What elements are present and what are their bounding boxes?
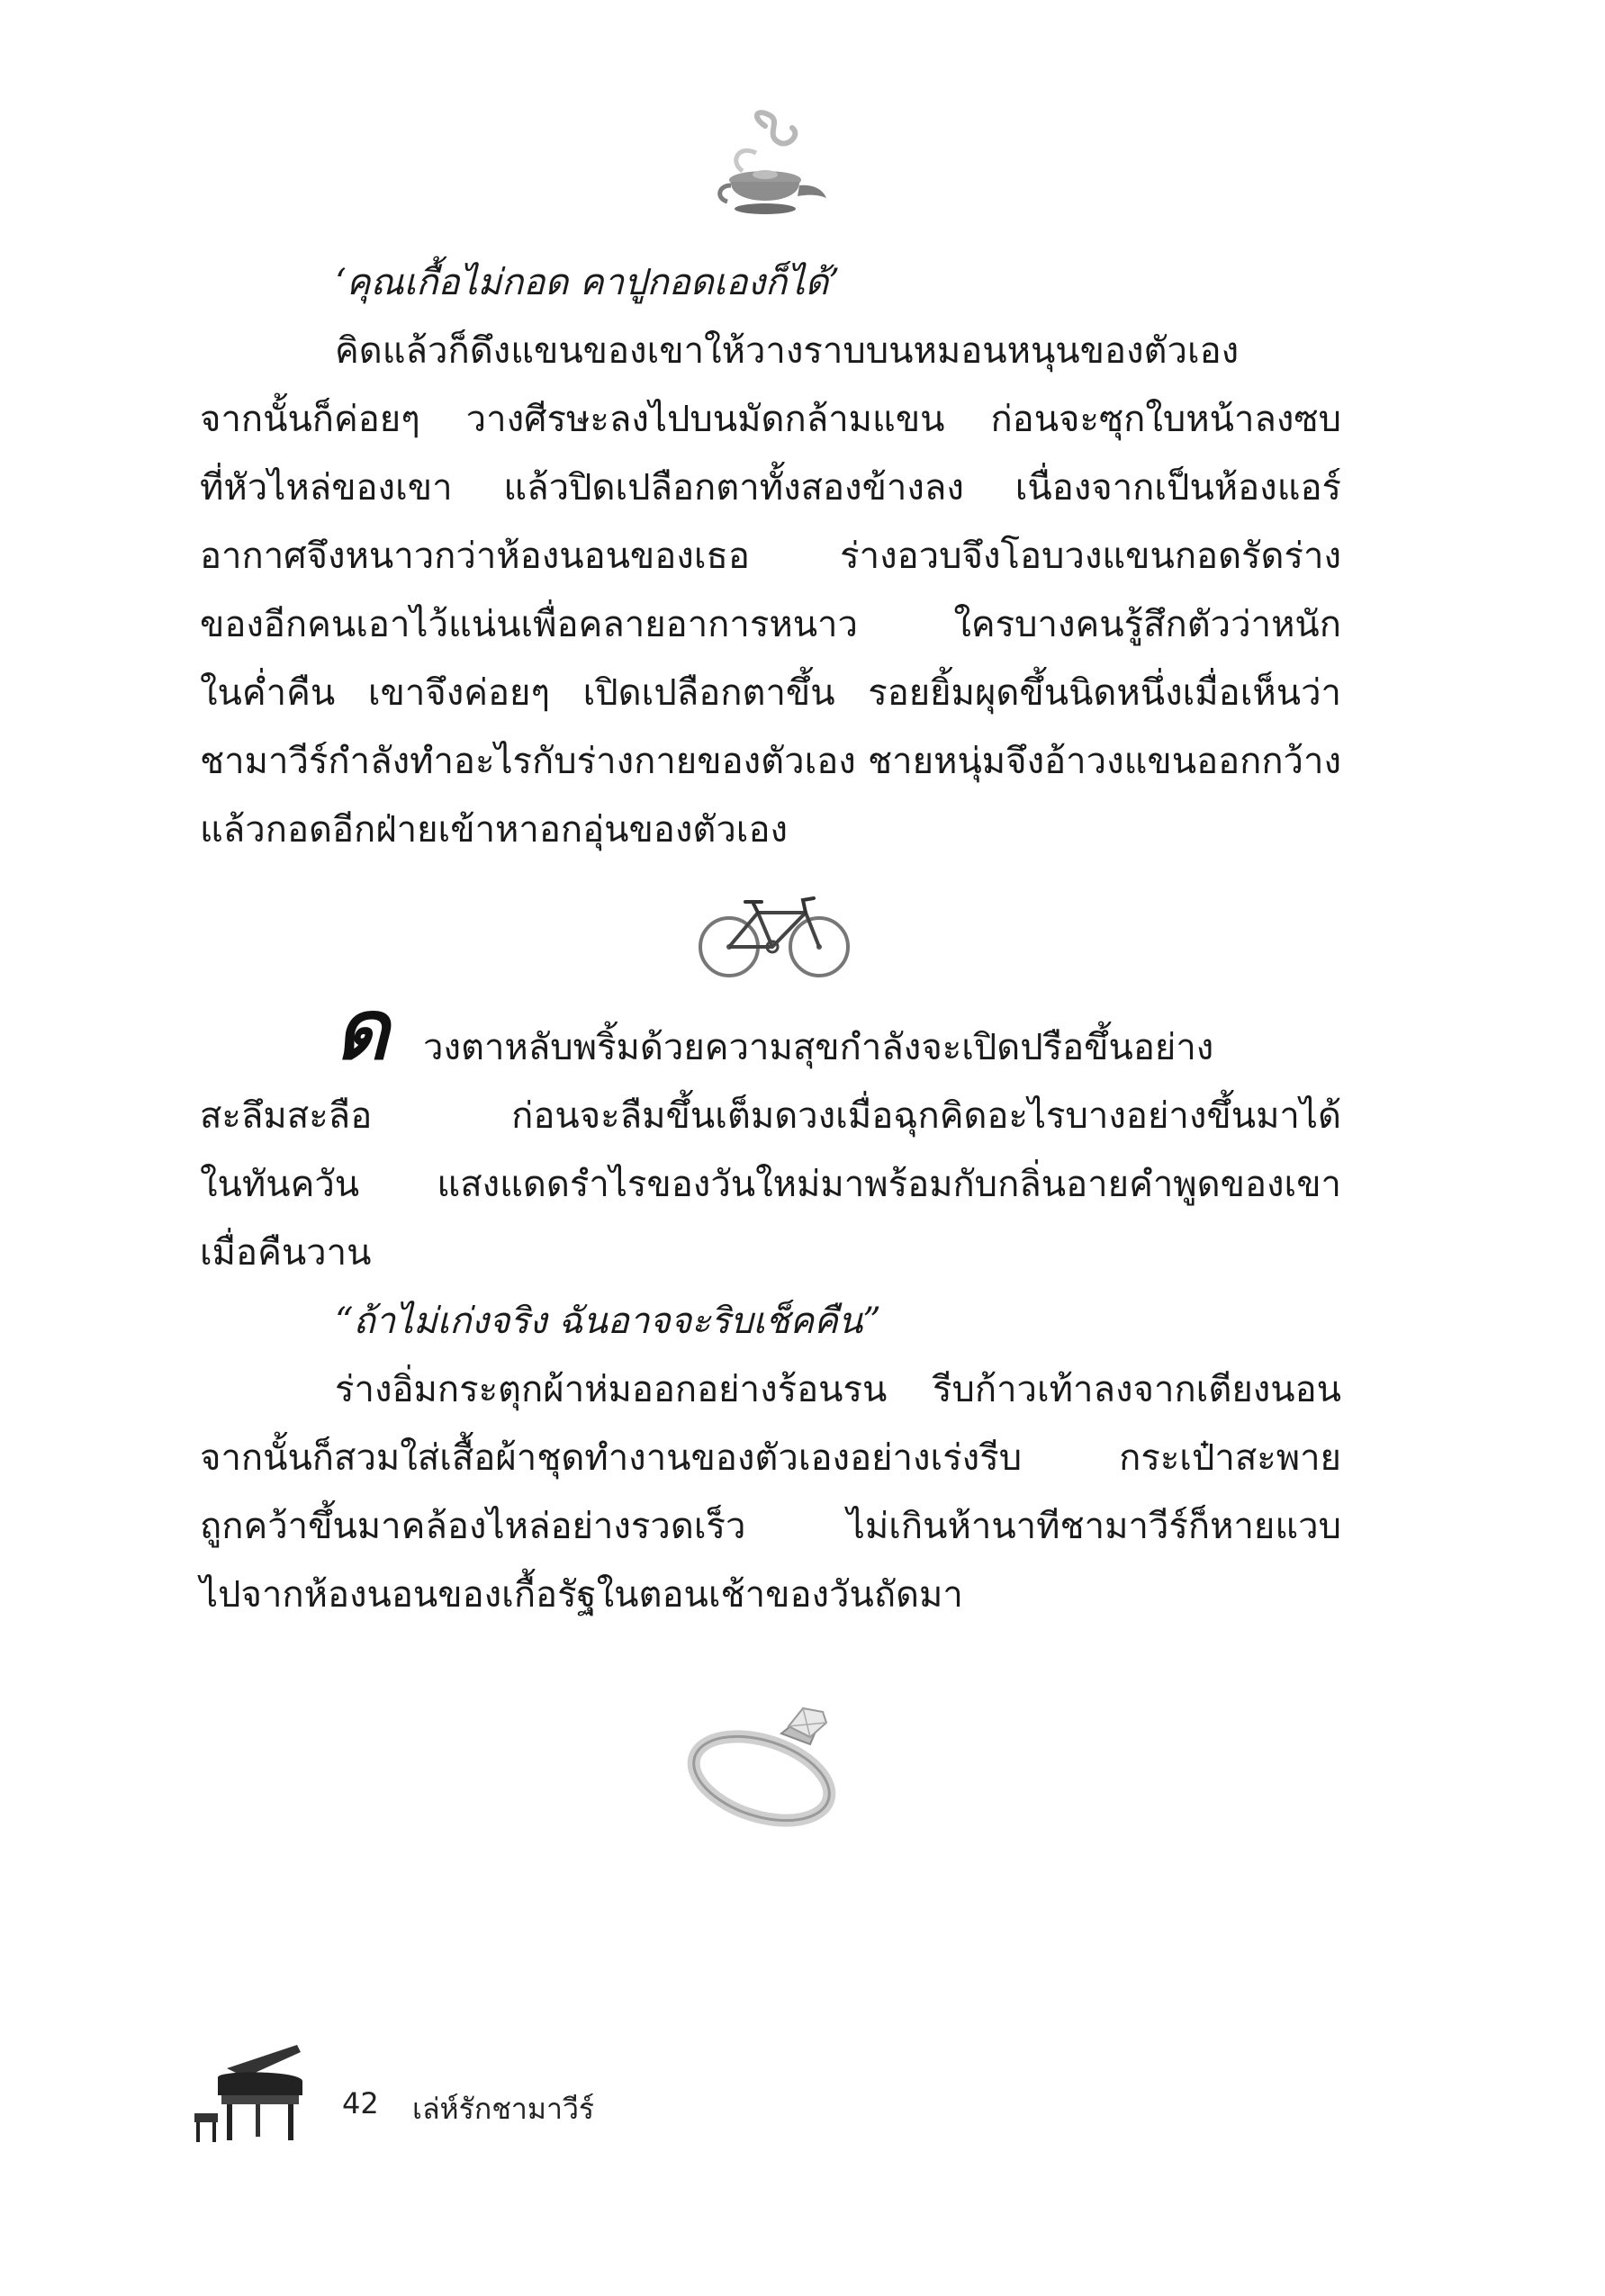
book-title: เล่ห์รักชามาวีร์ bbox=[412, 2092, 595, 2126]
bicycle-icon bbox=[693, 891, 855, 981]
text-line: ไปจากห้องนอนของเกื้อรัฐในตอนเช้าของวันถัดมา bbox=[200, 1574, 963, 1616]
text-line: ของอีกคนเอาไว้แน่นเพื่อคลายอาการหนาว ใครบางคนรู้สึกตัวว่าหนัก bbox=[200, 604, 1341, 645]
text-line: แล้วกอดอีกฝ่ายเข้าหาอกอุ่นของตัวเอง bbox=[200, 809, 789, 851]
text-line: วงตาหลับพริ้มด้วยความสุขกำลังจะเปิดปรือขึ้นอย่าง bbox=[423, 1027, 1214, 1068]
text-line: จากนั้นก็สวมใส่เสื้อผ้าชุดทำงานของตัวเองอย่างเร่งรีบ กระเป๋าสะพาย bbox=[200, 1437, 1341, 1479]
text-line: ในทันควัน แสงแดดรำไรของวันใหม่มาพร้อมกับกลิ่นอายคำพูดของเขา bbox=[200, 1164, 1341, 1205]
text-line: เมื่อคืนวาน bbox=[200, 1232, 372, 1274]
text-line: ที่หัวไหล่ของเขา แล้วปิดเปลือกตาทั้งสองข้างลง เนื่องจากเป็นห้องแอร์ bbox=[200, 467, 1341, 509]
quote-line: ‘คุณเกื้อไม่กอด คาปูกอดเองก็ได้’ bbox=[335, 262, 840, 303]
quote-line: “ถ้าไม่เก่งจริง ฉันอาจจะริบเช็คคืน” bbox=[335, 1301, 881, 1342]
text-line: ร่างอิ่มกระตุกผ้าห่มออกอย่างร้อนรน รีบก้าวเท้าลงจากเตียงนอน bbox=[335, 1369, 1341, 1410]
text-line: สะลึมสะลือ ก่อนจะลืมขึ้นเต็มดวงเมื่อฉุกคิดอะไรบางอย่างขึ้นมาได้ bbox=[200, 1095, 1341, 1137]
text-line: อากาศจึงหนาวกว่าห้องนอนของเธอ ร่างอวบจึงโอบวงแขนกอดรัดร่าง bbox=[200, 536, 1341, 577]
ring-icon bbox=[675, 1692, 855, 1836]
drop-cap: ด bbox=[335, 981, 389, 1078]
text-line: ถูกคว้าขึ้นมาคล้องไหล่อย่างรวดเร็ว ไม่เกินห้านาทีชามาวีร์ก็หายแวบ bbox=[200, 1506, 1341, 1547]
text-line: ในค่ำคืน เขาจึงค่อยๆ เปิดเปลือกตาขึ้น รอยยิ้มผุดขึ้นนิดหนึ่งเมื่อเห็นว่า bbox=[200, 672, 1341, 714]
text-line: จากนั้นก็ค่อยๆ วางศีรษะลงไปบนมัดกล้ามแขน ก่อนจะซุกใบหน้าลงซบ bbox=[200, 399, 1341, 440]
text-line: ชามาวีร์กำลังทำอะไรกับร่างกายของตัวเอง ชายหนุ่มจึงอ้าวงแขนออกกว้าง bbox=[200, 741, 1341, 782]
teapot-icon bbox=[702, 108, 828, 234]
text-line: คิดแล้วก็ดึงแขนของเขาให้วางราบบนหมอนหนุนของตัวเอง bbox=[335, 330, 1240, 372]
piano-icon bbox=[191, 2041, 308, 2149]
page-number: 42 bbox=[342, 2086, 379, 2120]
